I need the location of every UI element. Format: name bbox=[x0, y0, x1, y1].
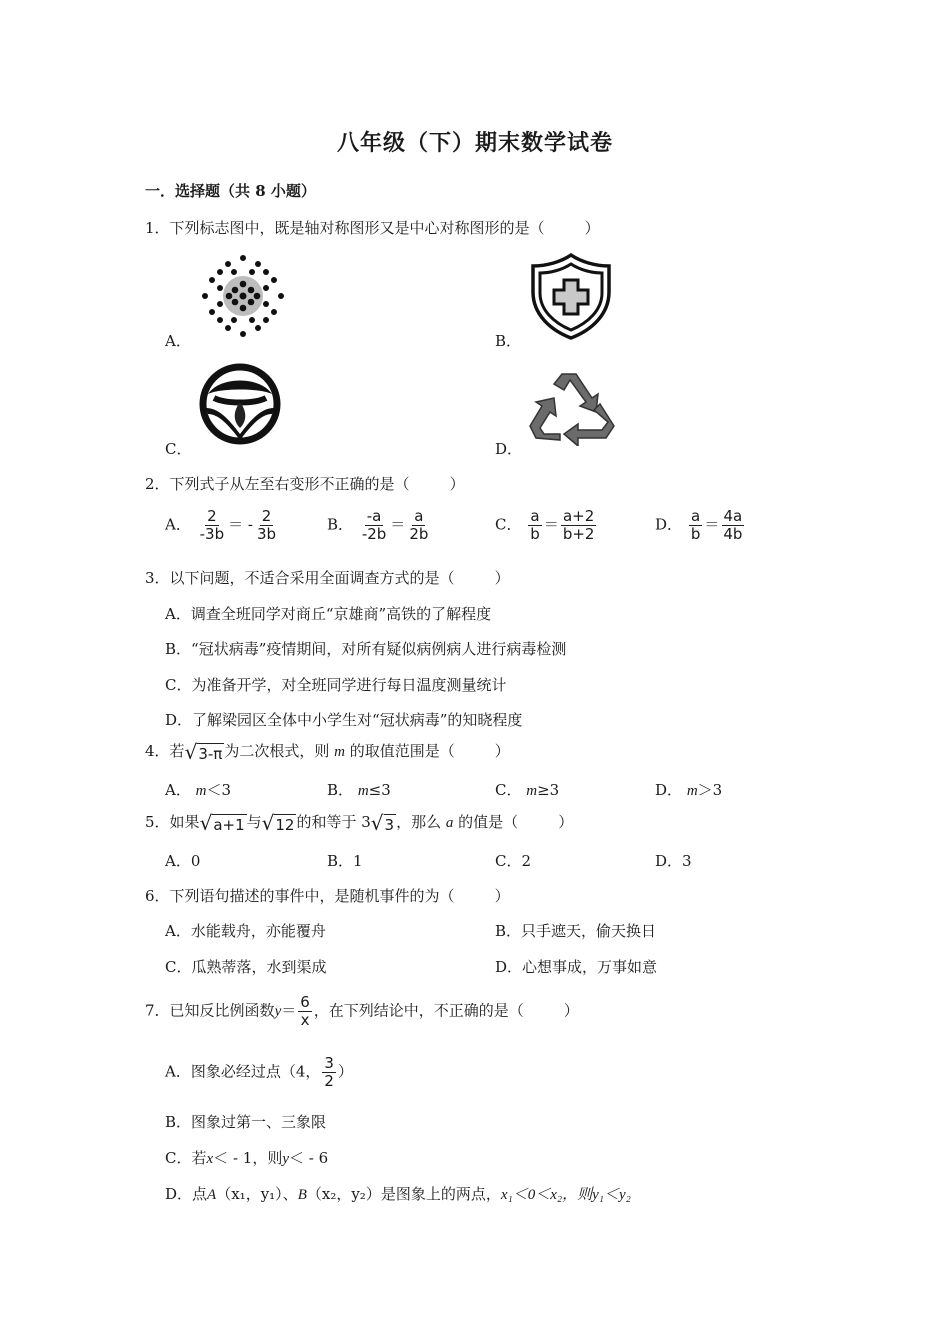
denominator: 4b bbox=[723, 525, 743, 543]
stem-text: 已知反比例函数 bbox=[169, 1001, 275, 1020]
q6-option-c bbox=[165, 956, 327, 977]
option-text: 1 bbox=[353, 852, 363, 870]
paren-close: ） bbox=[494, 887, 510, 905]
q1-option-d-label: D． bbox=[495, 440, 523, 458]
stem-text: 若 bbox=[169, 742, 185, 760]
denominator: b bbox=[690, 525, 701, 543]
q1-option-c-label: C． bbox=[165, 440, 192, 458]
option-text: （x₂，y₂）是图象上的两点， bbox=[306, 1185, 501, 1203]
variable: y bbox=[282, 1151, 289, 1167]
option-label: B． bbox=[327, 852, 354, 870]
question-number: 3． bbox=[145, 569, 170, 587]
option-text: 为准备开学，对全班同学进行每日温度测量统计 bbox=[191, 676, 507, 694]
option-label: A． bbox=[165, 1062, 191, 1081]
option-text: 调查全班同学对商丘“京雄商”高铁的了解程度 bbox=[190, 605, 492, 623]
stem-text: 的和等于 3 bbox=[296, 813, 371, 831]
square-root: √ a+1 bbox=[199, 810, 245, 835]
option-label: A． bbox=[165, 515, 191, 534]
question-4 bbox=[145, 740, 510, 764]
option-label: B． bbox=[165, 640, 192, 658]
question-number: 4． bbox=[145, 742, 170, 760]
option-text: 瓜熟蒂落，水到渠成 bbox=[191, 958, 327, 976]
question-6 bbox=[145, 885, 510, 906]
option-label: D． bbox=[495, 958, 523, 976]
numerator: 6 bbox=[300, 993, 310, 1011]
fraction bbox=[255, 508, 278, 543]
conclusion-text: y₁＜y₂ bbox=[592, 1187, 631, 1203]
numerator: a+2 bbox=[562, 507, 595, 525]
q5-option-c bbox=[495, 850, 531, 871]
q7-option-b bbox=[165, 1111, 326, 1132]
stem-text: 的值是（ bbox=[458, 813, 519, 831]
q4-option-a bbox=[165, 779, 231, 800]
question-stem: 以下问题，不适合采用全面调查方式的是（ bbox=[169, 569, 455, 587]
question-stem: 下列标志图中，既是轴对称图形又是中心对称图形的是（ bbox=[169, 219, 545, 237]
equals-sign: ＝ bbox=[281, 1001, 297, 1020]
stem-text: 如果 bbox=[169, 813, 200, 831]
q4-option-c bbox=[495, 779, 559, 800]
q2-option-d bbox=[655, 508, 746, 543]
option-label: D． bbox=[165, 1185, 193, 1203]
equals-sign: ＝ bbox=[543, 515, 559, 534]
option-label: C． bbox=[495, 515, 522, 534]
radicand: 3-π bbox=[198, 744, 223, 763]
variable: m bbox=[526, 783, 538, 799]
q3-option-a bbox=[165, 603, 491, 624]
denominator: -3b bbox=[199, 525, 225, 543]
shield-cross-icon bbox=[528, 252, 614, 340]
q5-option-a bbox=[165, 850, 200, 871]
stem-text: ，在下列结论中，不正确的是（ bbox=[313, 1001, 524, 1020]
question-number: 1． bbox=[145, 219, 170, 237]
option-text: “冠状病毒”疫情期间，对所有疑似病例病人进行病毒检测 bbox=[191, 640, 567, 658]
variable: m bbox=[686, 783, 698, 799]
option-label: B． bbox=[327, 781, 354, 799]
numerator: a bbox=[530, 507, 540, 525]
option-text: （x₁，y₁）、 bbox=[216, 1185, 298, 1203]
option-text: 心想事成，万事如意 bbox=[522, 958, 658, 976]
condition-text: x₁＜0＜x₂，则 bbox=[500, 1187, 593, 1203]
option-text: 0 bbox=[190, 852, 201, 870]
option-text: 图象过第一、三象限 bbox=[191, 1113, 327, 1131]
q7-option-a bbox=[165, 1055, 353, 1090]
page-title: 八年级（下）期末数学试卷 bbox=[336, 130, 613, 156]
option-text: ＜ - 1，则 bbox=[213, 1149, 283, 1167]
option-label: D． bbox=[655, 852, 683, 870]
option-label: B． bbox=[495, 922, 522, 940]
numerator: a bbox=[690, 507, 701, 525]
numerator: 4a bbox=[723, 507, 743, 525]
fraction bbox=[360, 508, 388, 543]
q1-option-a-label: A． bbox=[165, 332, 191, 350]
q5-option-d bbox=[655, 850, 692, 871]
option-text: ＜ - 6 bbox=[289, 1149, 329, 1167]
variable: m bbox=[357, 783, 369, 799]
q6-option-a bbox=[165, 920, 326, 941]
section-heading: 一．选择题（共 8 小题） bbox=[145, 182, 316, 200]
square-root: √ 12 bbox=[261, 810, 295, 835]
option-text: ＞3 bbox=[697, 781, 723, 799]
numerator: a bbox=[414, 507, 424, 525]
denominator: -2b bbox=[361, 525, 387, 543]
option-label: C． bbox=[165, 1149, 192, 1167]
circle-emblem-icon bbox=[198, 362, 282, 446]
option-text: 点 bbox=[192, 1185, 208, 1203]
paren-close: ） bbox=[558, 813, 574, 831]
option-text: 若 bbox=[191, 1149, 207, 1167]
option-label: C． bbox=[495, 781, 522, 799]
equals-sign: ＝ bbox=[704, 515, 720, 534]
variable: x bbox=[206, 1151, 214, 1167]
numerator: 2 bbox=[207, 507, 217, 525]
numerator: 3 bbox=[324, 1054, 334, 1072]
q4-option-b bbox=[327, 779, 391, 800]
option-text: 图象必经过点（4， bbox=[190, 1062, 321, 1081]
numerator: -a bbox=[366, 507, 382, 525]
q2-option-a bbox=[165, 508, 280, 543]
paren-close: ） bbox=[449, 475, 465, 493]
denominator: b+2 bbox=[562, 525, 595, 543]
variable: m bbox=[195, 783, 207, 799]
option-label: A． bbox=[165, 922, 191, 940]
fraction bbox=[322, 1055, 336, 1090]
question-number: 6． bbox=[145, 887, 170, 905]
option-label: C． bbox=[165, 958, 192, 976]
denominator: b bbox=[530, 525, 540, 543]
stem-text: ，那么 bbox=[396, 813, 442, 831]
fraction bbox=[298, 994, 312, 1029]
question-number: 2． bbox=[145, 475, 170, 493]
fraction bbox=[528, 508, 542, 543]
q5-option-b bbox=[327, 850, 363, 871]
paren-close: ） bbox=[494, 742, 510, 760]
q6-option-b bbox=[495, 920, 656, 941]
question-number: 7． bbox=[145, 1001, 170, 1020]
option-text: 只手遮天，偷天换日 bbox=[521, 922, 657, 940]
q3-option-b bbox=[165, 638, 566, 659]
point-label: B bbox=[297, 1187, 307, 1203]
q4-option-d bbox=[655, 779, 722, 800]
equals-sign: ＝ bbox=[390, 515, 406, 534]
option-text: ） bbox=[337, 1062, 353, 1081]
paren-close: ） bbox=[494, 569, 510, 587]
fraction bbox=[561, 508, 597, 543]
stem-text: 的取值范围是（ bbox=[349, 742, 455, 760]
option-text: ≥3 bbox=[537, 781, 560, 799]
numerator: 2 bbox=[261, 507, 272, 525]
denominator: x bbox=[300, 1011, 310, 1029]
option-text: 水能载舟，亦能覆舟 bbox=[190, 922, 326, 940]
question-5 bbox=[145, 811, 573, 835]
fraction bbox=[721, 508, 744, 543]
option-label: C． bbox=[495, 852, 522, 870]
q1-option-b-label: B． bbox=[495, 332, 522, 350]
q7-option-d bbox=[165, 1183, 631, 1204]
option-text: ≤3 bbox=[368, 781, 391, 799]
denominator: 3b bbox=[256, 525, 277, 543]
option-label: B． bbox=[327, 515, 354, 534]
question-2 bbox=[145, 473, 465, 494]
option-label: B． bbox=[165, 1113, 192, 1131]
question-7 bbox=[145, 994, 579, 1029]
option-label: D． bbox=[655, 515, 683, 534]
option-text: 了解梁园区全体中小学生对“冠状病毒”的知晓程度 bbox=[192, 711, 523, 729]
stem-text: 为二次根式，则 bbox=[224, 742, 330, 760]
variable: y bbox=[274, 1003, 282, 1020]
q7-option-c bbox=[165, 1147, 328, 1168]
question-number: 5． bbox=[145, 813, 170, 831]
radicand: a+1 bbox=[213, 815, 245, 834]
fraction bbox=[689, 508, 703, 543]
option-text: ＜3 bbox=[206, 781, 232, 799]
q2-option-b bbox=[327, 508, 432, 543]
recycle-arrows-icon bbox=[528, 368, 618, 446]
question-stem: 下列语句描述的事件中，是随机事件的为（ bbox=[169, 887, 455, 905]
radicand: 12 bbox=[275, 815, 295, 834]
option-label: A． bbox=[165, 781, 191, 799]
question-1 bbox=[145, 217, 600, 238]
fraction bbox=[407, 508, 430, 543]
option-label: A． bbox=[165, 605, 191, 623]
q6-option-d bbox=[495, 956, 657, 977]
question-3 bbox=[145, 567, 510, 588]
q3-option-d bbox=[165, 709, 522, 730]
variable: a bbox=[445, 815, 454, 831]
denominator: 2 bbox=[324, 1072, 334, 1090]
paren-close: ） bbox=[563, 1001, 579, 1020]
denominator: 2b bbox=[409, 525, 429, 543]
point-label: A bbox=[207, 1187, 217, 1203]
option-label: D． bbox=[655, 781, 683, 799]
option-text: 2 bbox=[521, 852, 532, 870]
virus-dots-icon bbox=[198, 252, 288, 340]
square-root: √ 3 bbox=[370, 810, 395, 835]
question-stem: 下列式子从左至右变形不正确的是（ bbox=[169, 475, 410, 493]
q2-option-c bbox=[495, 508, 598, 543]
q3-option-c bbox=[165, 674, 507, 695]
radicand: 3 bbox=[384, 815, 395, 834]
equals-sign: ＝ - bbox=[228, 515, 253, 534]
option-label: C． bbox=[165, 676, 192, 694]
option-label: A． bbox=[165, 852, 191, 870]
stem-text: 与 bbox=[246, 813, 262, 831]
fraction bbox=[198, 508, 226, 543]
square-root: √ 3-π bbox=[184, 739, 223, 764]
variable: m bbox=[334, 744, 345, 760]
option-text: 3 bbox=[682, 852, 692, 870]
option-label: D． bbox=[165, 711, 193, 729]
paren-close: ） bbox=[584, 219, 600, 237]
